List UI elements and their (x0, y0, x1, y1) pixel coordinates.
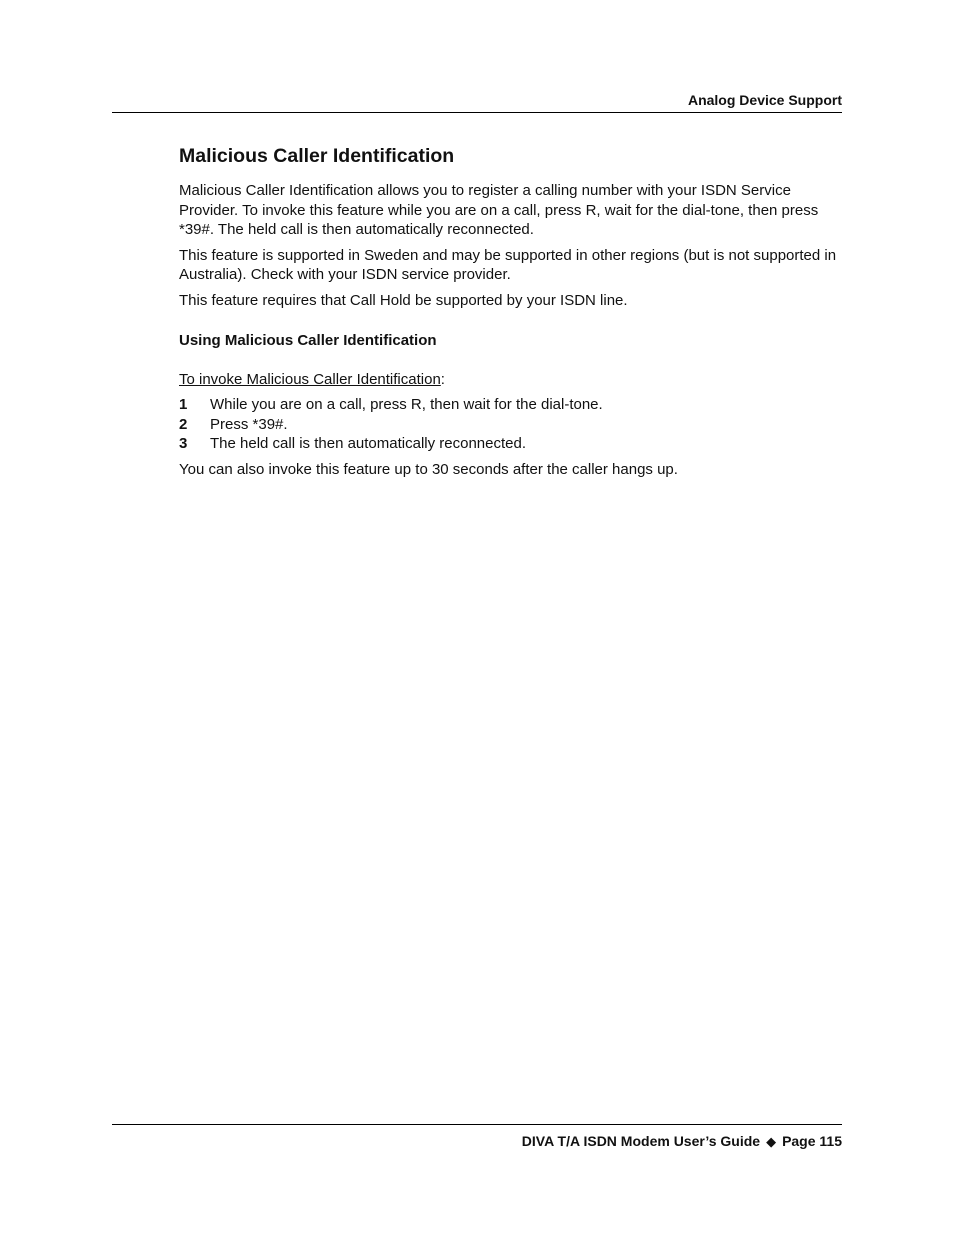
main-content (179, 141, 849, 485)
diamond-separator-icon: ◆ (766, 1134, 777, 1149)
procedure-colon: : (440, 370, 445, 388)
support-paragraph: This feature is supported in Sweden and may be supported in other regions (but is not supported in Australia). Check with your ISDN service provider. (179, 246, 837, 283)
guide-title: DIVA T/A ISDN Modem User’s Guide (521, 1133, 761, 1149)
step-item (179, 434, 849, 454)
intro-paragraph: Malicious Caller Identification allows you to register a calling number with your ISDN Service Provider. To invoke this feature while you are on a call, press R, wait for the dial-tone, then press *39#. The held call is then automatically reconnected. (179, 182, 819, 238)
closing-note: You can also invoke this feature up to 30 seconds after the caller hangs up. (179, 460, 678, 478)
subsection-heading: Using Malicious Caller Identification (179, 332, 437, 349)
step-item (179, 415, 849, 435)
page-number: Page 115 (782, 1133, 842, 1149)
running-header: Analog Device Support (687, 92, 842, 108)
step-number: 3 (179, 435, 188, 452)
step-text: The held call is then automatically reconnected. (210, 435, 527, 452)
page-footer (522, 1131, 842, 1152)
step-number: 2 (179, 415, 188, 433)
step-item (179, 395, 849, 415)
requirement-paragraph: This feature requires that Call Hold be supported by your ISDN line. (179, 291, 628, 309)
step-text: Press *39#. (210, 415, 288, 433)
procedure-link[interactable]: To invoke Malicious Caller Identification (179, 370, 441, 388)
procedure-steps (179, 395, 849, 454)
footer-rule (112, 1124, 842, 1125)
section-heading: Malicious Caller Identification (179, 145, 455, 167)
step-text: While you are on a call, press R, then wait for the dial-tone. (210, 396, 603, 413)
step-number: 1 (179, 396, 188, 413)
header-rule (112, 112, 842, 113)
procedure-intro (179, 370, 849, 390)
